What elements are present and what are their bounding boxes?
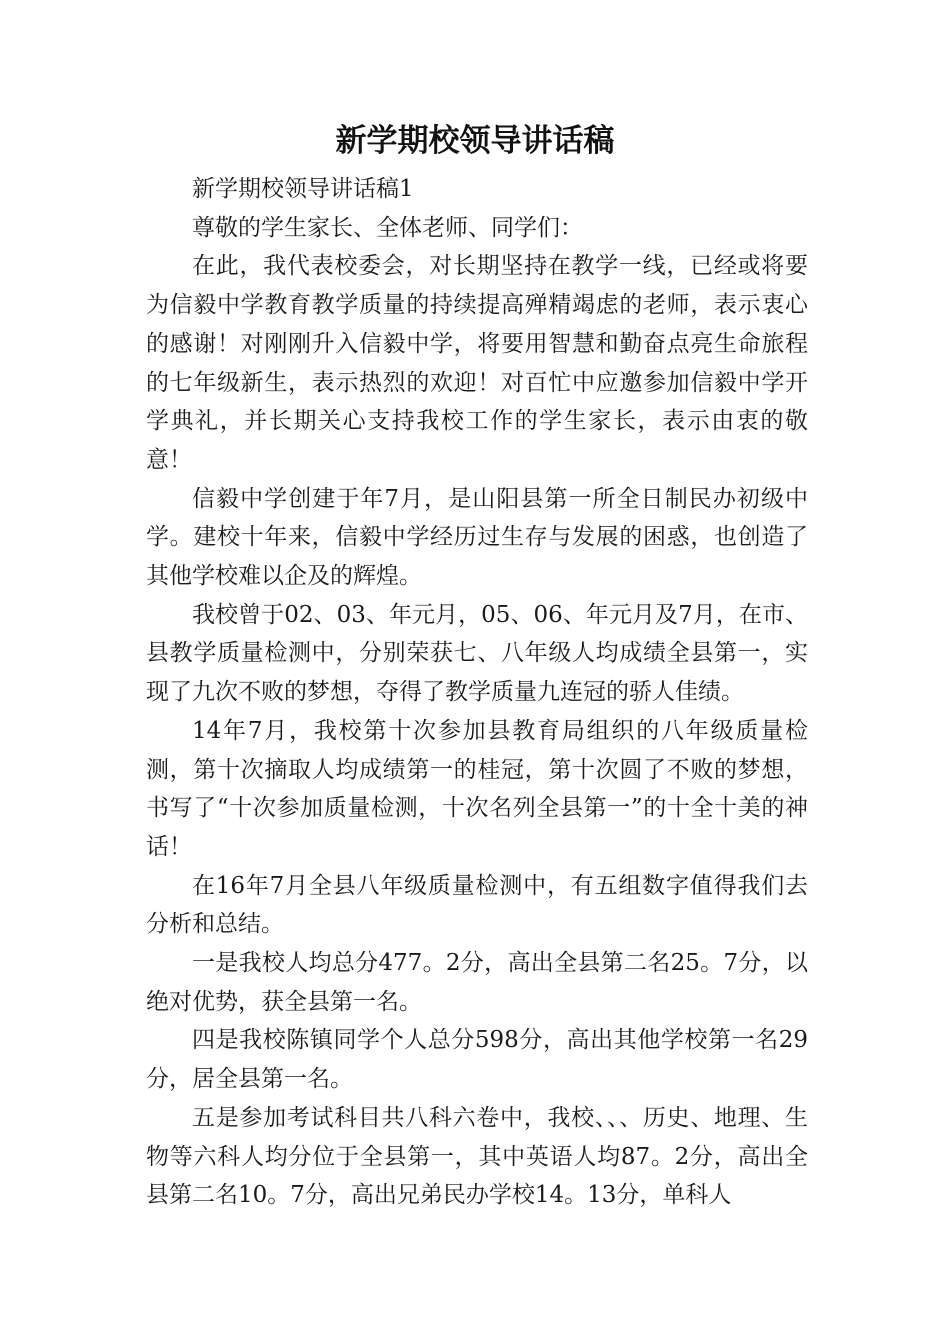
paragraph: 一是我校人均总分477。2分，高出全县第二名25。7分，以绝对优势，获全县第一名。: [146, 950, 808, 1015]
paragraph: 在16年7月全县八年级质量检测中，有五组数字值得我们去分析和总结。: [146, 872, 808, 938]
paragraph: 四是我校陈镇同学个人总分598分，高出其他学校第一名29分，居全县第一名。: [146, 1027, 808, 1093]
paragraph: 14年7月，我校第十次参加县教育局组织的八年级质量检测，第十次摘取人均成绩第一的桂冠，第十次圆了不败的梦想，书写了“十次参加质量检测，十次名列全县第一”的十全十美的神话！: [146, 717, 808, 860]
paragraph: 新学期校领导讲话稿1: [192, 176, 414, 202]
paragraph: 尊敬的学生家长、全体老师、同学们：: [192, 214, 583, 241]
paragraph: 五是参加考试科目共八科六卷中，我校、、、历史、地理、生物等六科人均分位于全县第一，其中英语人均87。2分，高出全县第二名10。7分，高出兄弟民办学校14。13分，单科人: [146, 1104, 808, 1209]
document-body: [146, 170, 808, 1215]
paragraph: 在此，我代表校委会，对长期坚持在教学一线，已经或将要为信毅中学教育教学质量的持续提高殚精竭虑的老师，表示衷心的感谢！对刚刚升入信毅中学，将要用智慧和勤奋点亮生命旅程的七年级新生，表示热烈的欢迎！对百忙中应邀参加信毅中学开学典礼，并长期关心支持我校工作的学生家长，表示由衷的敬意！: [146, 253, 808, 473]
document-title: 新学期校领导讲话稿: [335, 123, 615, 159]
paragraph: 我校曾于02、03、年元月，05、06、年元月及7月，在市、县教学质量检测中，分别荣获七、八年级人均成绩全县第一，实现了九次不败的梦想，夺得了教学质量九连冠的骄人佳绩。: [146, 601, 808, 706]
paragraph: 信毅中学创建于年7月，是山阳县第一所全日制民办初级中学。建校十年来，信毅中学经历过生存与发展的困惑，也创造了其他学校难以企及的辉煌。: [146, 485, 808, 590]
